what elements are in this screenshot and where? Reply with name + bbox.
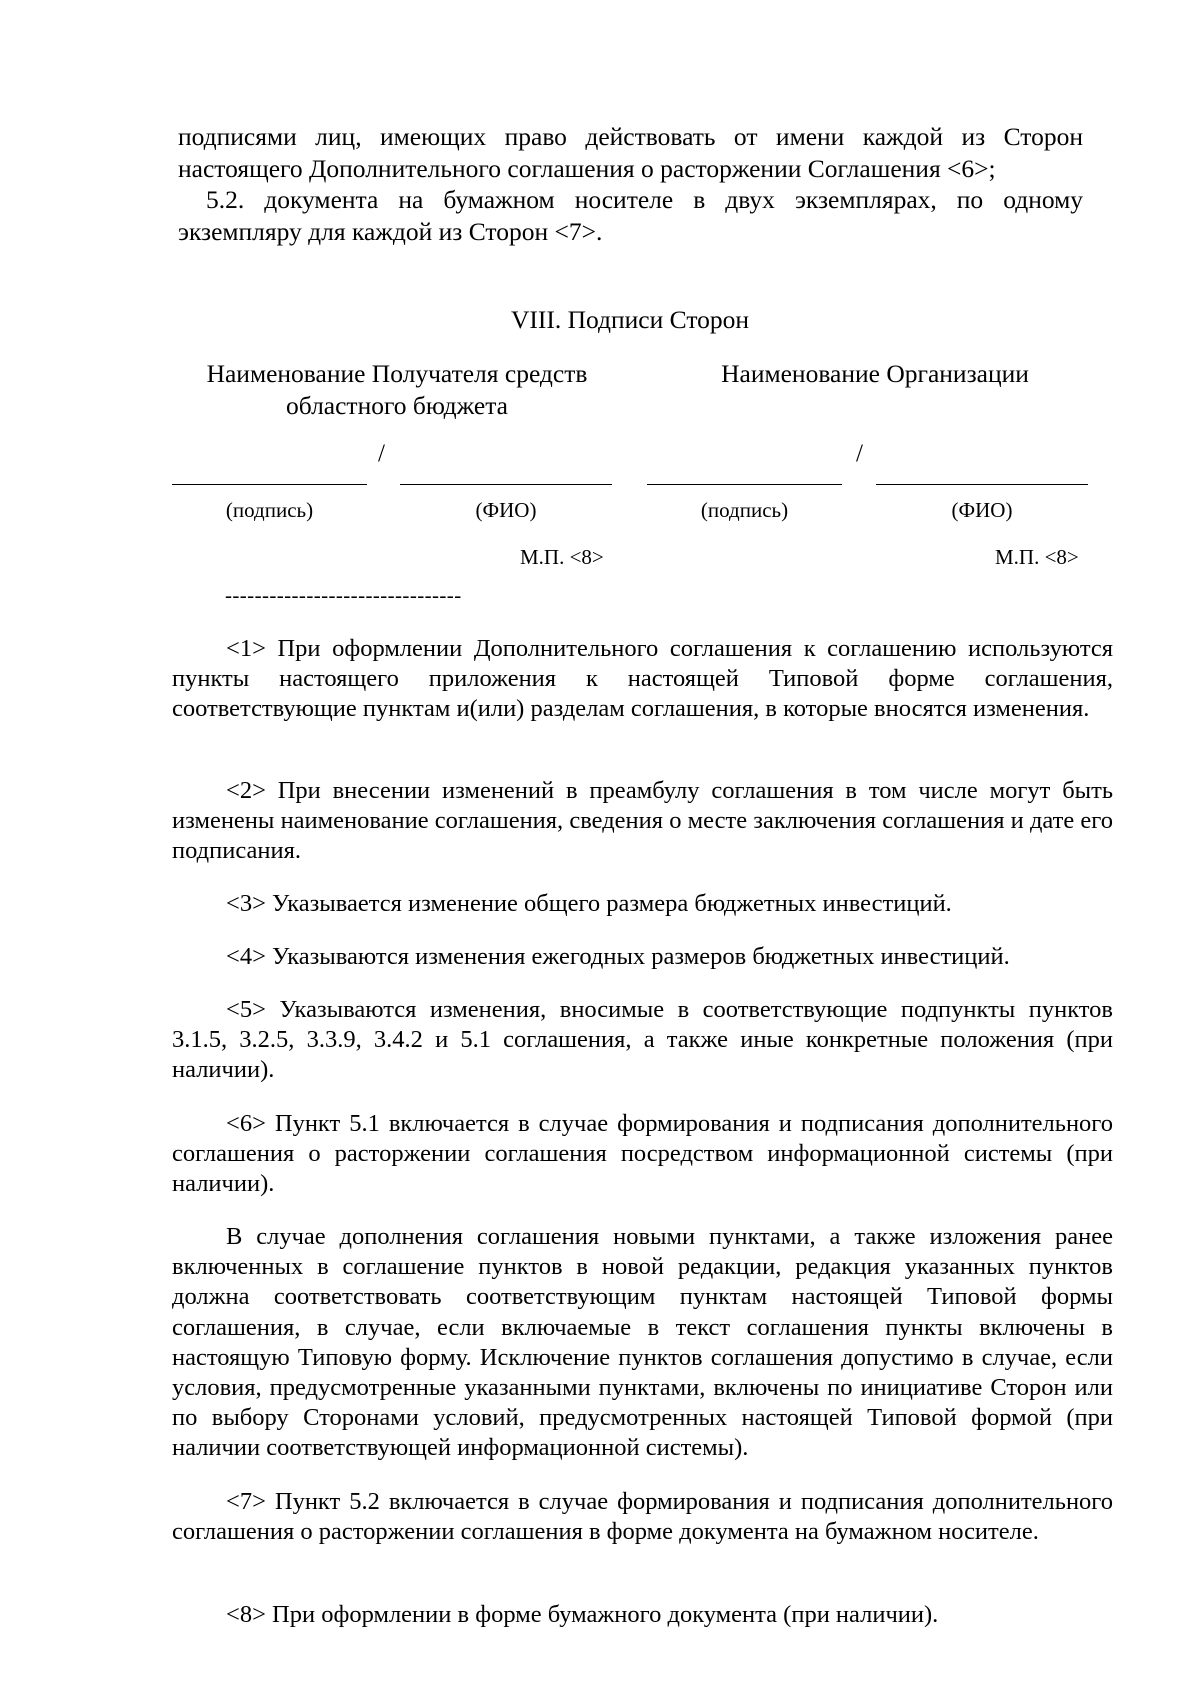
footnote-7: <7> Пункт 5.2 включается в случае формирования и подписания дополнительного соглашения о расторжении соглашения в форме документа на бумажном носителе. (172, 1488, 1113, 1546)
party-right-name: Наименование Организации (721, 359, 1029, 388)
footnote-6: <6> Пункт 5.1 включается в случае формирования и подписания дополнительного соглашения о расторжении соглашения посредством информационной системы (при наличии). (172, 1110, 1113, 1198)
intro-text (178, 121, 1083, 247)
fio-line (400, 484, 612, 485)
footnote-6-note: В случае дополнения соглашения новыми пунктами, а также изложения ранее включенных в соглашение пунктов в новой редакции, редакция указанных пунктов должна соответствовать соответствующим пунктам настоящей Типовой формы соглашения, в случае, если включаемые в текст соглашения пункты включены в настоящую Типовую форму. Исключение пунктов соглашения допустимо в случае, если условия, предусмотренные указанными пунктами, включены по инициативе Сторон или по выбору Сторонами условий, предусмотренных настоящей Типовой формой (при наличии соответствующей информационной системы). (172, 1223, 1113, 1462)
footnotes-divider: -------------------------------- (225, 583, 462, 607)
fio-caption: (ФИО) (951, 498, 1013, 522)
signature-caption: (подпись) (225, 498, 314, 522)
signature-slash: / (856, 440, 863, 467)
stamp-label: М.П. <8> (995, 545, 1079, 569)
fio-line (876, 484, 1088, 485)
party-left-name: Наименование Получателя средств областного бюджета (206, 359, 588, 420)
footnote-3: <3> Указывается изменение общего размера бюджетных инвестиций. (226, 890, 952, 917)
footnote-5: <5> Указываются изменения, вносимые в соответствующие подпункты пунктов 3.1.5, 3.2.5, 3.3.9, 3.4.2 и 5.1 соглашения, а также иные конкретные положения (при наличии). (172, 996, 1113, 1084)
section-title: VIII. Подписи Сторон (510, 305, 750, 334)
footnote-4: <4> Указываются изменения ежегодных размеров бюджетных инвестиций. (226, 943, 1010, 970)
signature-line (172, 484, 367, 485)
signature-line (647, 484, 842, 485)
signature-slash: / (378, 440, 385, 467)
intro-paragraph-2: 5.2. документа на бумажном носителе в двух экземплярах, по одному экземпляру для каждой из Сторон <7>. (178, 185, 1083, 246)
footnote-8: <8> При оформлении в форме бумажного документа (при наличии). (226, 1601, 939, 1628)
signature-caption: (подпись) (700, 498, 789, 522)
footnote-2: <2> При внесении изменений в преамбулу соглашения в том числе могут быть изменены наименование соглашения, сведения о месте заключения соглашения и дате его подписания. (172, 777, 1113, 865)
intro-paragraph-1: подписями лиц, имеющих право действовать от имени каждой из Сторон настоящего Дополнительного соглашения о расторжении Соглашения <6>; (178, 122, 1083, 183)
fio-caption: (ФИО) (475, 498, 537, 522)
footnote-1: <1> При оформлении Дополнительного соглашения к соглашению используются пункты настоящего приложения к настоящей Типовой форме соглашения, соответствующие пунктам и(или) разделам соглашения, в которые вносятся изменения. (172, 635, 1113, 723)
stamp-label: М.П. <8> (520, 545, 604, 569)
